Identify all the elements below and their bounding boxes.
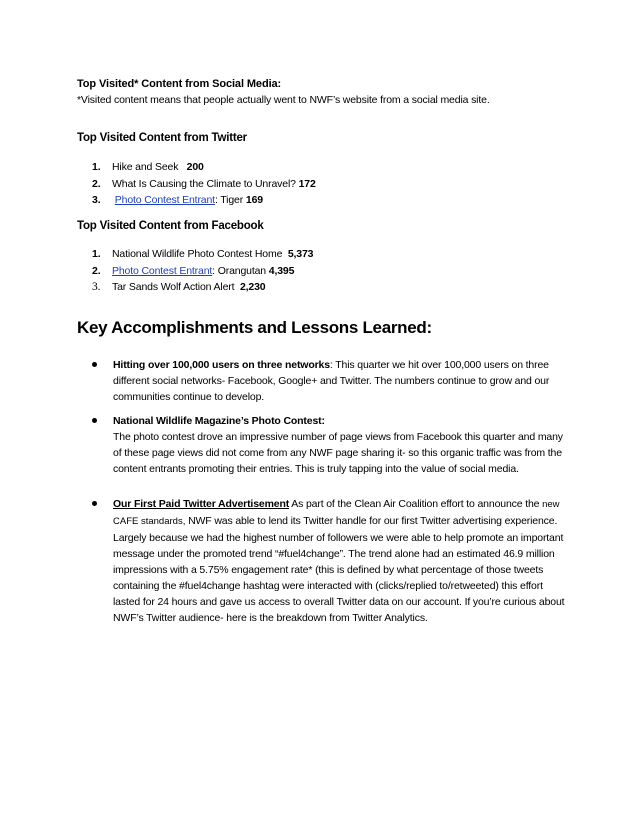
bullet-body: This quarter we hit over 100,000 users on three different social networks- Facebook, Google+ and Twitter. The numbers continue to grow and our communities continue to develop. xyxy=(113,359,550,403)
bullet-sep: : xyxy=(329,359,333,371)
bullet-body-small: new CAFE standards, xyxy=(113,499,560,527)
bullet-icon xyxy=(92,418,97,423)
bullet-title: Hitting over 100,000 users on three networks xyxy=(113,359,330,371)
item-title: Hike and Seek xyxy=(112,161,179,173)
list-item xyxy=(92,263,313,280)
list-number: 1. xyxy=(92,161,101,173)
accomplishments-heading: Key Accomplishments and Lessons Learned: xyxy=(77,318,432,337)
social-note: *Visited content means that people actually went to NWF’s website from a social media site. xyxy=(77,94,490,106)
bullet-text xyxy=(113,357,567,405)
bullet-body: NWF was able to lend its Twitter handle for our first Twitter advertising experience. Largely because we had the highest number of followers we were able to help promote an important message under the promoted trend “#fuel4change”. The trend alone had an estimated 46.9 million impressions with a 5.75% engagement rate* (this is defined by what percentage of those tweets containing the #fuel4change hashtag were interacted with (clicks/replied to/retweeted) this effort lasted for 24 hours and gave us access to overall Twitter data on our account. If you’re curious about NWF’s Twitter audience- here is the breakdown from Twitter Analytics. xyxy=(113,515,565,624)
item-title: What Is Causing the Climate to Unravel? xyxy=(112,177,296,190)
social-heading: Top Visited* Content from Social Media: xyxy=(77,78,282,90)
bullet-text xyxy=(113,413,567,477)
item-count: 169 xyxy=(245,194,263,206)
list-number: 2. xyxy=(92,264,101,277)
bullet-title: Our First Paid Twitter Advertisement xyxy=(113,498,290,510)
bullet-text xyxy=(113,496,567,626)
item-count: 172 xyxy=(298,177,316,190)
twitter-list xyxy=(92,159,316,209)
item-count: 2,230 xyxy=(239,281,266,293)
list-item xyxy=(92,279,313,296)
bullet-icon xyxy=(92,362,97,367)
list-number: 3. xyxy=(92,281,101,293)
photo-contest-entrant-link[interactable]: Photo Contest Entrant xyxy=(114,194,215,206)
bullet-body: The photo contest drove an impressive number of page views from Facebook this quarter and many of these page views did not come from any NWF page sharing it- so this organic traffic was from the content entrants promoting their entries. This is truly tapping into the value of social media. xyxy=(113,431,563,475)
item-count: 5,373 xyxy=(287,248,314,260)
bullet-item xyxy=(92,496,567,626)
bullet-item xyxy=(92,413,567,477)
facebook-heading: Top Visited Content from Facebook xyxy=(77,220,264,232)
item-suffix: : Tiger xyxy=(214,194,244,206)
item-suffix: : Orangutan xyxy=(212,264,266,277)
list-number: 3. xyxy=(92,194,101,206)
list-item xyxy=(92,246,313,263)
bullet-body: As part of the Clean Air Coalition effort to announce the xyxy=(289,498,543,510)
item-count: 200 xyxy=(186,161,204,173)
list-item xyxy=(92,159,316,176)
item-count: 4,395 xyxy=(268,264,295,277)
photo-contest-entrant-link[interactable]: Photo Contest Entrant xyxy=(112,264,213,277)
twitter-heading: Top Visited Content from Twitter xyxy=(77,132,247,144)
item-title: Tar Sands Wolf Action Alert xyxy=(112,281,235,293)
bullet-icon xyxy=(92,501,97,506)
item-title: National Wildlife Photo Contest Home xyxy=(112,248,283,260)
list-number: 1. xyxy=(92,248,101,260)
list-item xyxy=(92,176,316,193)
list-item xyxy=(92,192,316,209)
bullet-title: National Wildlife Magazine’s Photo Contest: xyxy=(113,415,325,427)
bullet-item xyxy=(92,357,567,405)
facebook-list xyxy=(92,246,313,296)
list-number: 2. xyxy=(92,177,101,190)
